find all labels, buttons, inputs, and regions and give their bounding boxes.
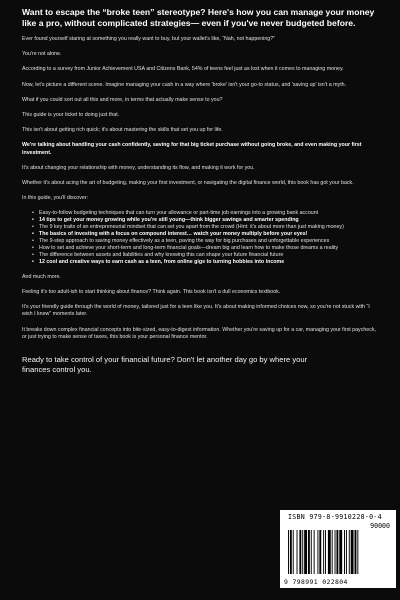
isbn-barcode bbox=[280, 510, 396, 588]
body-paragraph: According to a survey from Junior Achievement USA and Citizens Bank, 54% of teens feel just as lost when it comes to managing money. bbox=[22, 66, 344, 73]
list-item-text: 14 tips to get your money growing while you're still young—think bigger savings and smarter spending bbox=[39, 217, 299, 224]
list-item-text: The basics of investing with a focus on compound interest… watch your money multiply before your eyes! bbox=[39, 231, 308, 238]
list-item bbox=[34, 238, 378, 245]
list-item-text: The 9-step approach to saving money effectively as a teen, paving the way for big purchases and unforgettable experiences bbox=[39, 238, 330, 245]
list-item bbox=[34, 210, 378, 217]
bullet-icon: • bbox=[32, 217, 34, 224]
barcode-digits: 9 798991 022804 bbox=[284, 578, 348, 586]
body-paragraph: We're talking about handling your cash confidently, saving for that big ticket purchase without going broke, and even making your first investment. bbox=[22, 142, 362, 156]
body-paragraph: It breaks down complex financial concepts into bite-sized, easy-to-digest information. Whether you're saving up for a car, managing your first paycheck, or just trying to make sense of taxes, this book is your personal finance mentor. bbox=[22, 326, 377, 340]
body-paragraph: Whether it's about acing the art of budgeting, making your first investment, or navigating the digital finance world, this book has got your back. bbox=[22, 180, 354, 187]
list-item-text: 12 cool and creative ways to earn cash as a teen, from online gigs to turning hobbies into income bbox=[39, 258, 285, 265]
list-item bbox=[34, 217, 378, 224]
list-item bbox=[34, 231, 378, 238]
bullet-icon: • bbox=[32, 244, 34, 251]
discover-list bbox=[22, 210, 378, 265]
body-paragraph: Feeling it's too adult-ish to start thinking about finance? Think again. This book isn't a dull economics textbook. bbox=[22, 288, 281, 295]
body-paragraph: And much more. bbox=[22, 273, 61, 280]
headline: Want to escape the “broke teen” stereotype? Here's how you can manage your money like a pro, without complicated strategies— even if you've never budgeted before. bbox=[22, 7, 375, 28]
barcode-bars-icon bbox=[286, 530, 390, 574]
closing-paragraphs bbox=[22, 274, 378, 341]
list-item-text: The difference between assets and liabilities and why knowing this can shape your future financial future bbox=[39, 251, 284, 258]
bullet-icon: • bbox=[32, 258, 34, 265]
bullet-icon: • bbox=[32, 238, 34, 245]
list-item bbox=[34, 245, 378, 252]
bullet-icon: • bbox=[32, 251, 34, 258]
body-paragraph: Now, let's picture a different scene. Imagine managing your cash in a way where 'broke' isn't your go-to status, and 'saving up' isn't a myth. bbox=[22, 81, 347, 88]
bullet-icon: • bbox=[32, 210, 34, 217]
list-item-text: Easy-to-follow budgeting techniques that can turn your allowance or part-time job earnings into a growing bank account bbox=[39, 210, 319, 217]
body-paragraph: In this guide, you'll discover: bbox=[22, 195, 89, 202]
list-item bbox=[34, 252, 378, 259]
body-paragraph: It's your friendly guide through the world of money, tailored just for a teen like you. It's about making informed choices now, so you're not stuck with “I wish I knew” moments later. bbox=[22, 304, 370, 318]
body-paragraph: What if you could sort out all this and more, in terms that actually make sense to you? bbox=[22, 96, 223, 103]
price-code: 90000 bbox=[370, 522, 390, 530]
body-paragraph: It's about changing your relationship with money, understanding its flow, and making it work for you. bbox=[22, 164, 255, 171]
list-item bbox=[34, 224, 378, 231]
intro-paragraphs bbox=[22, 36, 378, 202]
body-paragraph: Ever found yourself staring at something you really want to buy, but your wallet's like, “Nah, not happening?” bbox=[22, 36, 275, 42]
bullet-icon: • bbox=[32, 231, 34, 238]
call-to-action: Ready to take control of your financial future? Don't let another day go by where your finances control you. bbox=[22, 354, 308, 374]
body-paragraph: This guide is your ticket to doing just that. bbox=[22, 112, 120, 119]
list-item-text: The 9 key traits of an entrepreneurial mindset that can set you apart from the crowd (Hint: it's about more than just making money) bbox=[39, 224, 344, 231]
list-item bbox=[34, 259, 378, 266]
body-paragraph: You're not alone. bbox=[22, 51, 62, 58]
isbn-label: ISBN 979-8-9910228-0-4 bbox=[288, 513, 382, 521]
bullet-icon: • bbox=[32, 224, 34, 231]
body-paragraph: This isn't about getting rich quick; it's about mastering the skills that set you up for life. bbox=[22, 127, 223, 134]
list-item-text: How to set and achieve your short-term and long-term financial goals—dream big and learn how to make those dreams a reality bbox=[39, 244, 339, 251]
